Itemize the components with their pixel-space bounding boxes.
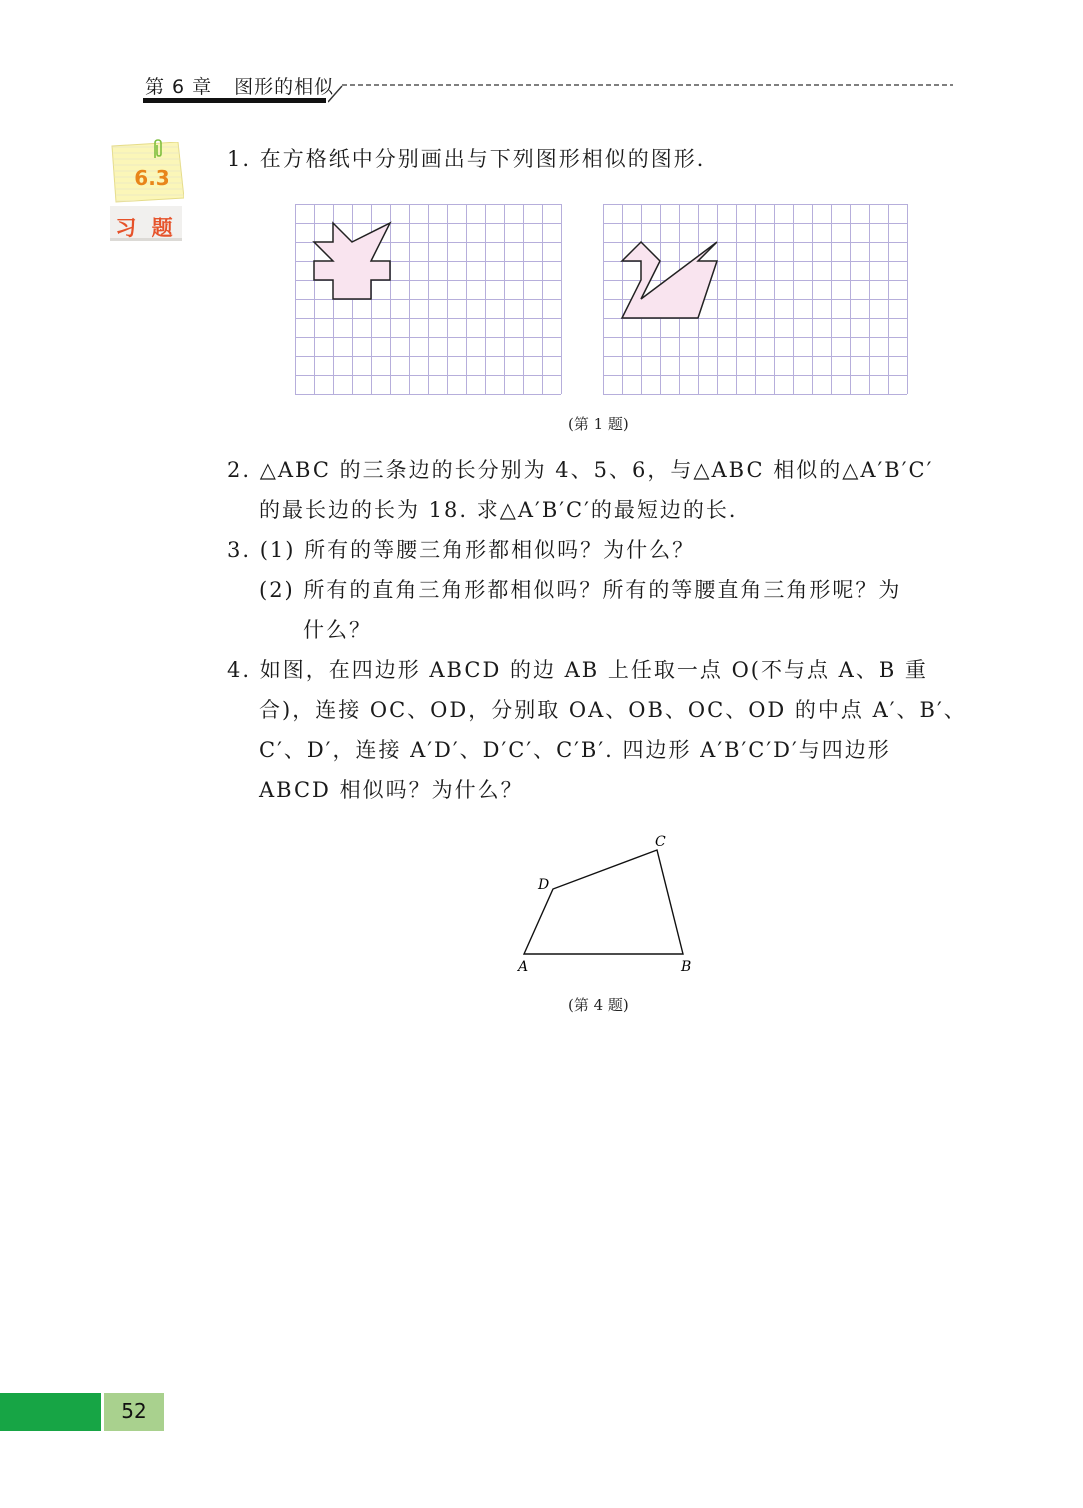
problem-4-caption: (第 4 题) <box>568 996 629 1014</box>
vertex-label-b: B <box>681 959 692 975</box>
problem-2-line-2: 的最长边的长为 18. 求△A′B′C′的最短边的长． <box>259 498 752 522</box>
footer-bar <box>0 1393 101 1431</box>
chapter-title: 图形的相似 <box>234 76 335 98</box>
problem-4-line-2: 合)，连接 OC、OD，分别取 OA、OB、OC、OD 的中点 A′、B′、 <box>259 698 967 722</box>
section-number: 6.3 <box>134 166 170 190</box>
problem-4-line-1: 4. 如图，在四边形 ABCD 的边 AB 上任取一点 O(不与点 A、B 重 <box>227 658 928 682</box>
chapter-number: 第 6 章 <box>145 76 213 98</box>
problem-4-line-3: C′、D′，连接 A′D′、D′C′、C′B′. 四边形 A′B′C′D′与四边形 <box>259 738 891 762</box>
grid-figure-right <box>603 204 911 398</box>
problem-1-caption: (第 1 题) <box>568 415 629 433</box>
vertex-label-c: C <box>655 834 666 850</box>
page-number: 52 <box>121 1399 147 1423</box>
header-dashed-rule <box>328 70 953 104</box>
problem-3-line-3: 什么？ <box>303 618 372 642</box>
section-label: 习 题 <box>115 216 177 240</box>
grid-figure-left <box>295 204 565 398</box>
quadrilateral-figure <box>510 830 700 980</box>
problem-1-text: 1. 在方格纸中分别画出与下列图形相似的图形． <box>227 147 720 171</box>
chapter-header <box>145 72 334 99</box>
problem-3-line-1: 3. (1) 所有的等腰三角形都相似吗？为什么？ <box>227 538 696 562</box>
problem-4-line-4: ABCD 相似吗？为什么？ <box>259 778 524 802</box>
vertex-label-a: A <box>518 959 529 975</box>
problem-3-line-2: (2) 所有的直角三角形都相似吗？所有的等腰直角三角形呢？为 <box>259 578 902 602</box>
header-underline <box>143 98 326 103</box>
paperclip-icon <box>150 138 166 162</box>
problem-2-line-1: 2. △ABC 的三条边的长分别为 4、5、6，与△ABC 相似的△A′B′C′ <box>227 458 934 482</box>
vertex-label-d: D <box>538 877 550 893</box>
